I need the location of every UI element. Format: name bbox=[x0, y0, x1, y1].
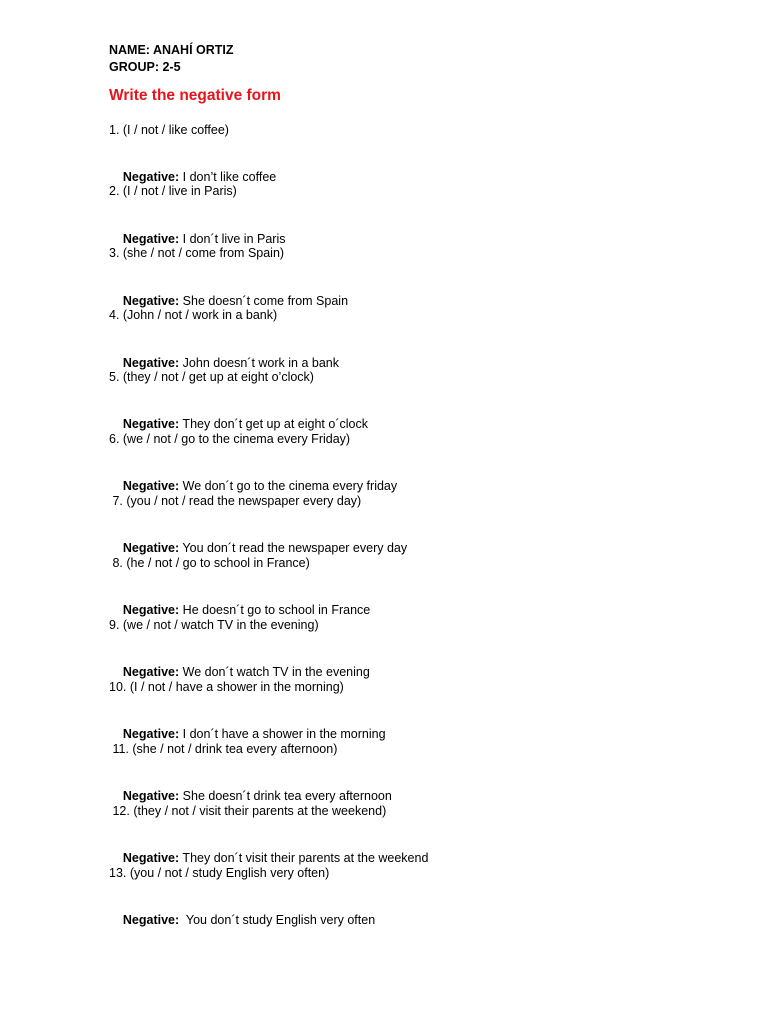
answer-text: They don´t visit their parents at the weekend bbox=[179, 851, 429, 865]
exercise-prompt: 6. (we / not / go to the cinema every Friday) bbox=[109, 432, 351, 446]
exercise-prompt: 12. (they / not / visit their parents at the weekend) bbox=[109, 804, 387, 818]
exercise-prompt: 9. (we / not / watch TV in the evening) bbox=[109, 618, 319, 632]
negative-label: Negative: bbox=[122, 541, 180, 555]
negative-label: Negative: bbox=[122, 417, 180, 431]
answer-text: We don´t go to the cinema every friday bbox=[179, 479, 398, 493]
negative-label: Negative: bbox=[122, 789, 180, 803]
exercise-prompt: 8. (he / not / go to school in France) bbox=[109, 556, 310, 570]
answer-text: She doesn´t come from Spain bbox=[179, 294, 349, 308]
negative-label: Negative: bbox=[122, 356, 180, 370]
answer-text: He doesn´t go to school in France bbox=[179, 603, 371, 617]
student-group: GROUP: 2-5 bbox=[109, 60, 181, 74]
exercise-prompt: 3. (she / not / come from Spain) bbox=[109, 246, 285, 260]
negative-label: Negative: bbox=[122, 603, 180, 617]
negative-label: Negative: bbox=[122, 851, 180, 865]
negative-label: Negative: bbox=[122, 232, 180, 246]
negative-answer bbox=[109, 896, 375, 944]
student-name: NAME: ANAHÍ ORTIZ bbox=[109, 43, 234, 57]
exercise-prompt: 10. (I / not / have a shower in the morning) bbox=[109, 680, 344, 694]
exercise-prompt: 13. (you / not / study English very often) bbox=[109, 866, 330, 880]
negative-label: Negative: bbox=[122, 479, 180, 493]
exercise-prompt: 7. (you / not / read the newspaper every day) bbox=[109, 494, 362, 508]
answer-text: I don’t like coffee bbox=[179, 170, 277, 184]
exercise-title: Write the negative form bbox=[109, 87, 281, 104]
exercise-prompt: 1. (I / not / like coffee) bbox=[109, 123, 229, 137]
answer-text: You don´t study English very often bbox=[179, 913, 376, 927]
exercise-prompt: 2. (I / not / live in Paris) bbox=[109, 184, 237, 198]
negative-label: Negative: bbox=[122, 913, 180, 927]
negative-label: Negative: bbox=[122, 170, 180, 184]
exercise-prompt: 11. (she / not / drink tea every afternoon) bbox=[109, 742, 338, 756]
negative-label: Negative: bbox=[122, 665, 180, 679]
answer-text: We don´t watch TV in the evening bbox=[179, 665, 370, 679]
negative-label: Negative: bbox=[122, 727, 180, 741]
answer-text: She doesn´t drink tea every afternoon bbox=[179, 789, 392, 803]
negative-label: Negative: bbox=[122, 294, 180, 308]
answer-text: You don´t read the newspaper every day bbox=[179, 541, 408, 555]
exercise-prompt: 4. (John / not / work in a bank) bbox=[109, 308, 278, 322]
exercise-prompt: 5. (they / not / get up at eight o’clock) bbox=[109, 370, 314, 384]
answer-text: I don´t live in Paris bbox=[179, 232, 286, 246]
answer-text: I don´t have a shower in the morning bbox=[179, 727, 386, 741]
answer-text: They don´t get up at eight o´clock bbox=[179, 417, 368, 431]
answer-text: John doesn´t work in a bank bbox=[179, 356, 340, 370]
